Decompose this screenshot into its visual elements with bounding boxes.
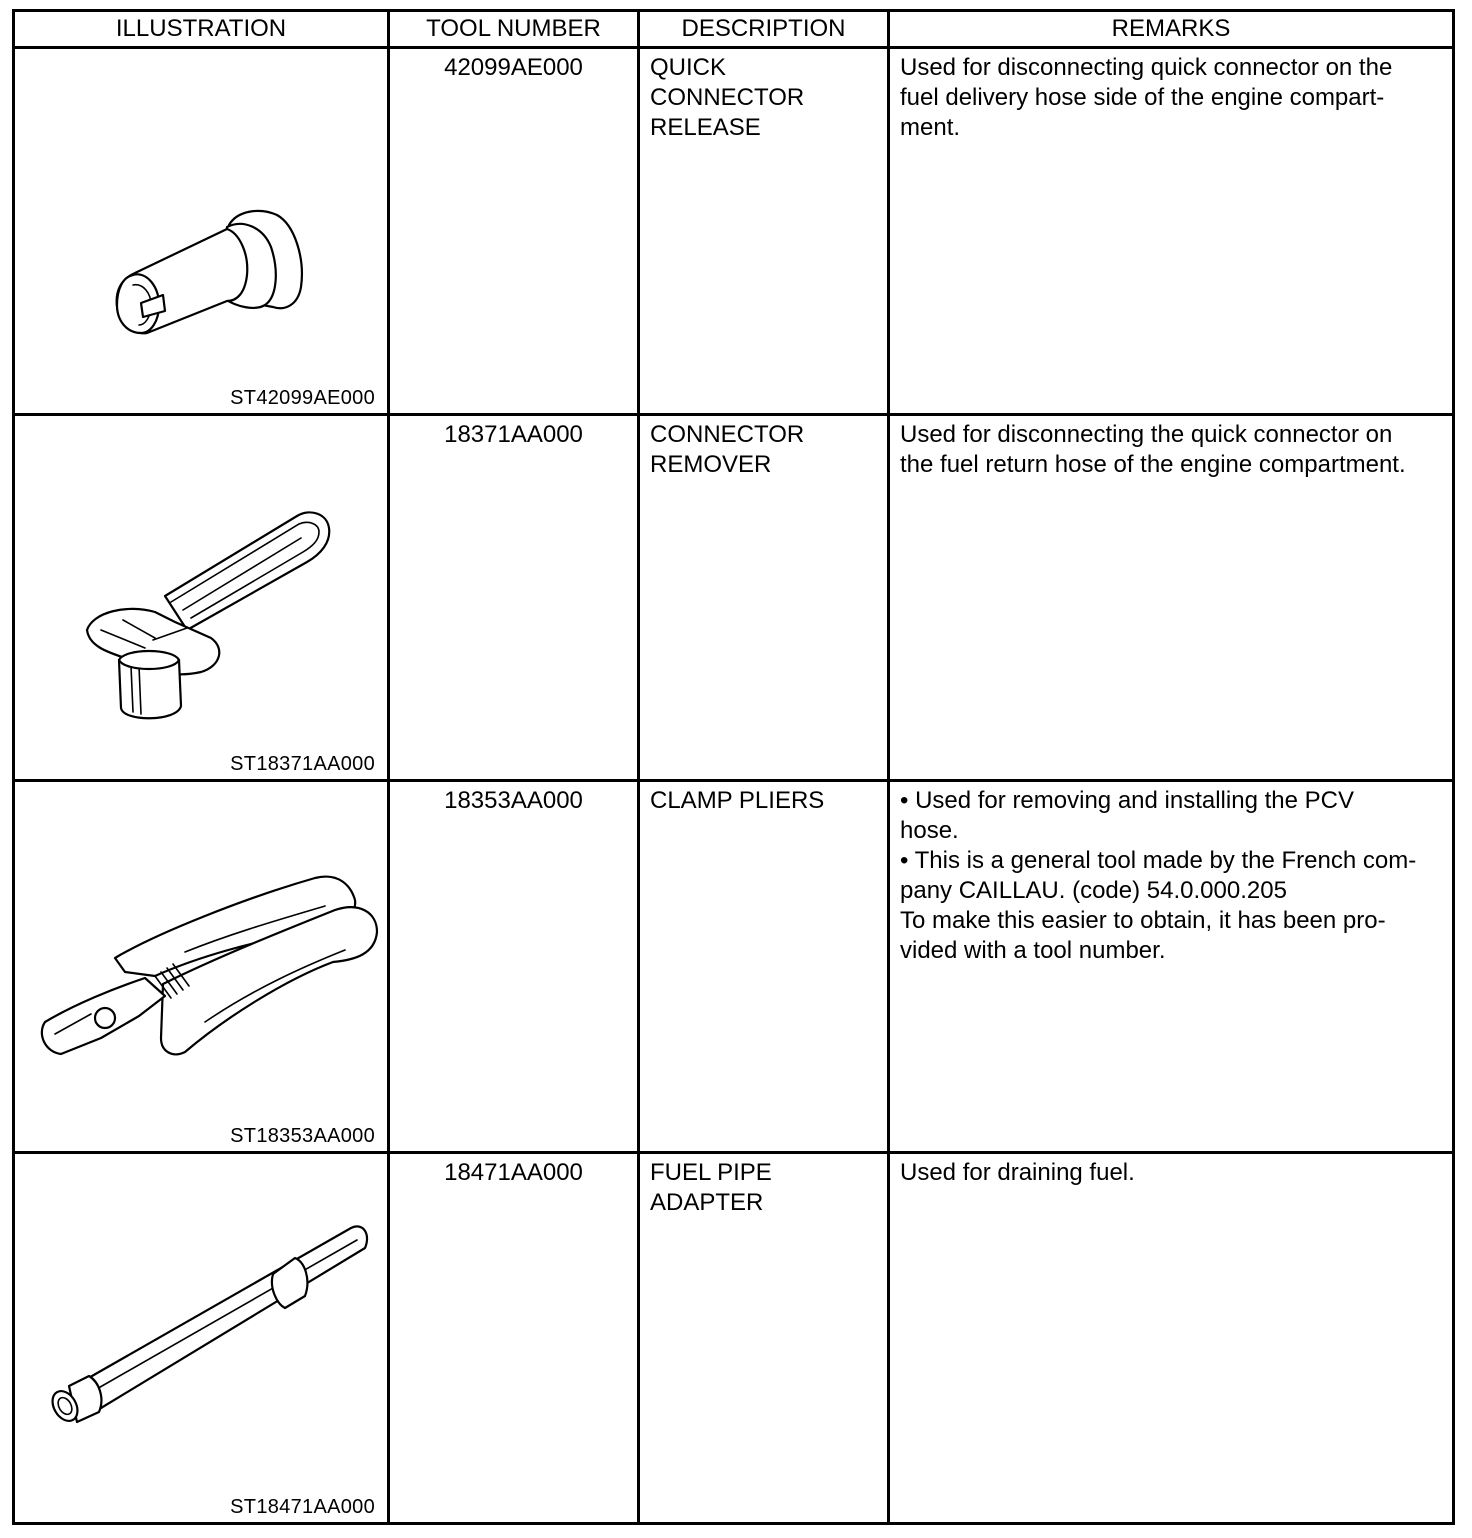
tool-number-cell: 18471AA000 [389, 1153, 639, 1524]
description-line: CONNECTOR [650, 84, 805, 111]
illustration-cell [14, 1153, 389, 1524]
illustration-cell [14, 414, 389, 781]
table-row [14, 781, 1454, 1153]
description-line: ADAPTER [650, 1189, 764, 1217]
description-line: RELEASE [650, 114, 761, 141]
tool-number-cell: 18371AA000 [389, 414, 639, 781]
connector-remover-icon [15, 416, 390, 776]
remarks-line: Used for disconnecting the quick connector on [900, 420, 1393, 448]
tool-number-cell: 42099AE000 [389, 48, 639, 415]
remarks-line: • Used for removing and installing the PCV [900, 787, 1354, 815]
description-line: FUEL PIPE [650, 1159, 772, 1187]
remarks-cell [889, 781, 1454, 1153]
tool-number-cell: 18353AA000 [389, 781, 639, 1153]
illustration-code: ST18371AA000 [230, 753, 375, 776]
remarks-line: • This is a general tool made by the French com- [900, 847, 1417, 875]
description-cell [639, 1153, 889, 1524]
remarks-line: Used for disconnecting quick connector on the [900, 54, 1393, 81]
header-row [14, 11, 1454, 48]
table-row [14, 48, 1454, 415]
illustration-code: ST18353AA000 [230, 1125, 375, 1148]
illustration-cell [14, 48, 389, 415]
illustration-code: ST42099AE000 [230, 386, 375, 409]
description-cell [639, 414, 889, 781]
illustration-code: ST18471AA000 [230, 1496, 375, 1518]
description-line: CONNECTOR [650, 420, 805, 448]
remarks-cell [889, 1153, 1454, 1524]
remarks-line: To make this easier to obtain, it has been pro- [900, 907, 1386, 935]
remarks-line: Used for draining fuel. [900, 1159, 1135, 1187]
table-row [14, 414, 1454, 781]
description-line: QUICK [650, 54, 727, 81]
header-description: DESCRIPTION [639, 11, 889, 48]
description-cell [639, 781, 889, 1153]
header-illustration: ILLUSTRATION [14, 11, 389, 48]
remarks-line: vided with a tool number. [900, 937, 1166, 965]
remarks-cell [889, 48, 1454, 415]
description-line: CLAMP PLIERS [650, 787, 825, 815]
remarks-line: fuel delivery hose side of the engine compart- [900, 84, 1385, 111]
table-row [14, 1153, 1454, 1524]
fuel-pipe-adapter-icon [15, 1154, 390, 1518]
remarks-line: hose. [900, 817, 959, 845]
illustration-cell [14, 781, 389, 1153]
remarks-cell [889, 414, 1454, 781]
special-tools-table [12, 9, 1455, 1525]
quick-connector-release-icon [15, 49, 390, 409]
description-cell [639, 48, 889, 415]
clamp-pliers-icon [15, 782, 390, 1147]
header-remarks: REMARKS [889, 11, 1454, 48]
header-tool-number: TOOL NUMBER [389, 11, 639, 48]
remarks-line: pany CAILLAU. (code) 54.0.000.205 [900, 877, 1287, 905]
remarks-line: ment. [900, 114, 961, 141]
remarks-line: the fuel return hose of the engine compartment. [900, 450, 1406, 478]
description-line: REMOVER [650, 450, 772, 478]
